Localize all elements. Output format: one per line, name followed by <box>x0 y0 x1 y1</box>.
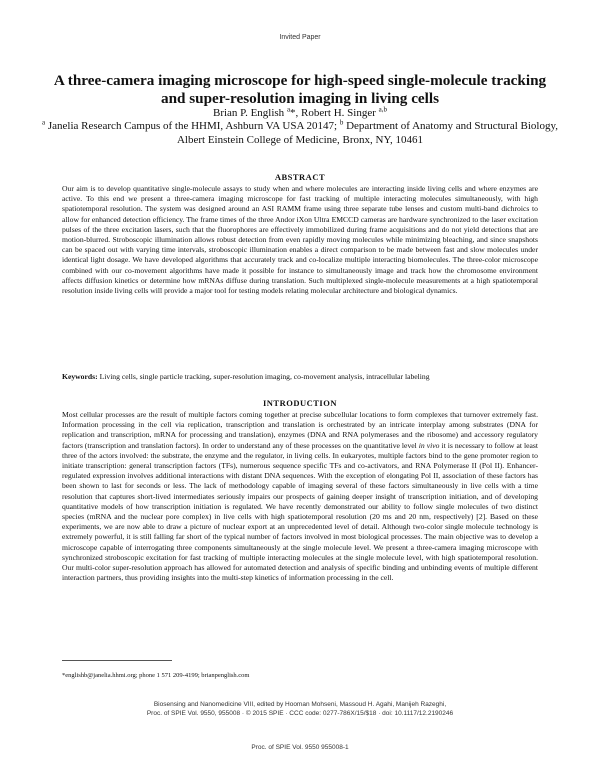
author-name: Brian P. English <box>212 107 285 119</box>
affil-sup: b <box>339 118 344 127</box>
keywords-label: Keywords: <box>62 372 98 381</box>
affiliation-a: Janelia Research Campus of the HHMI, Ashburn VA USA 20147; <box>47 120 338 132</box>
footer-line-2: Proc. of SPIE Vol. 9550, 955008 · © 2015 SPIE · CCC code: 0277-786X/15/$18 · doi: 10.1117/12.2190246 <box>146 710 454 717</box>
affiliation-b: Department of Anatomy and Structural Biology, Albert Einstein College of Medicine, Bronx, NY, 10461 <box>176 120 559 146</box>
author-affil-sup: a <box>286 105 291 114</box>
footer-citation <box>0 700 600 718</box>
footnote: *englishb@janelia.hhmi.org; phone 1 571 209-4199; brianpenglish.com <box>62 672 250 679</box>
affil-sup: a <box>41 118 46 127</box>
abstract-heading: ABSTRACT <box>274 172 326 182</box>
footnote-rule <box>62 660 172 661</box>
page-number: Proc. of SPIE Vol. 9550 955008-1 <box>251 744 349 751</box>
intro-text-part2: it is necessary to follow at least three of the actors involved: the substrate, the enzyme and the regulator, in living cells. In eukaryotes, multiple factors bind to the gene promoter region to initiate transcription: general transcription factors (TFs), numerous sequence specific TFs and co-activators, and RNA Polymerase II (Pol II). Enhancer-regulated expression involves additional interactions with distant DNA sequences. With the exception of elongating Pol II, association of these factors has been shown to last for seconds or less. The lack of methodology capable of imaging several of these factors simultaneously in live cells with a time resolution that captures short-lived intermediates seriously impairs our prospects of gaining deeper insight of transcription initiation, and of developing quantitative models of how transcription initiation is regulated. We have recently demonstrated our ability to follow single molecules of two distinct species (mRNA and the nuclear pore complex) in live cells with high spatiotemporal resolution (20 ms and 20 nm, respectively) [2]. Based on these experiments, we are now able to draw a picture of nuclear export at an unprecedented level of detail. Although two-color single molecule technology is extremely powerful, it is still falling far short of the typical number of factors involved in most biological processes. The main objective was to develop a microscope capable of interrogating three components simultaneously at the single molecule level. We present a three-camera imaging microscope with synchronized stroboscopic excitation for fast tracking of multiple interacting molecules at the single molecule level, with high spatiotemporal resolution. Our multi-color super-resolution approach has allowed for automated detection and analysis of specific binding and unbinding events of multiple different interaction partners, thus providing insights into the multi-step kinetics of information processing in the cell. <box>62 440 538 583</box>
corresponding-mark: * <box>290 107 296 119</box>
author-line: Brian P. English $^a$*, Robert H. Singer $^{a,b}$ <box>212 105 388 119</box>
invited-paper-label: Invited Paper <box>279 34 321 41</box>
intro-text-part1: Most cellular processes are the result of multiple factors coming together at precise subcellular locations to form complexes that turnover extremely fast. Information processing in the cell via replication, transcription and translation is orchestrated by an intricate interplay among substrates (DNA for replication and transcription, mRNA for processing and translation), enzymes (DNA and RNA polymerases and the ribosome) and accessory regulatory factors (transcription and translation factors). In order to understand any of these processes on the quantitative level <box>62 410 538 450</box>
affiliations <box>40 119 560 147</box>
intro-italic: in vivo <box>418 440 440 450</box>
paper-title: A three-camera imaging microscope for high-speed single-molecule tracking and super-resolution imaging in living cells <box>53 72 547 107</box>
abstract-text: Our aim is to develop quantitative single-molecule assays to study when and where molecules are interacting inside living cells and where enzymes are active. To this end we present a three-camera imaging microscope for fast tracking of multiple interacting molecules simultaneously, with high spatiotemporal resolution. The system was designed around an ASI RAMM frame using three separate tube lenses and custom multi-band dichroics to allow for enhanced detection efficiency. The frame times of the three Andor iXon Ultra EMCCD cameras are hardware synchronized to the laser excitation pulses of the three excitation lasers, such that the fluorophores are effectively immobilized during frame acquisitions and do not yield detections that are motion-blurred. Stroboscopic illumination allows robust detection from even rapidly moving molecules while minimizing bleaching, and since snapshots can be spaced out with varying time intervals, stroboscopic illumination enables a direct comparison to be made between fast and slow molecules under identical light dosage. We have developed algorithms that accurately track and co-localize multiple interacting biomolecules. The three-color microscope combined with our co-movement algorithms have made it possible for instance to simultaneously image and track how the chromosome environment affects diffusion kinetics or determine how mRNAs diffuse during translation. Such multiplexed single-molecule measurements at a high spatiotemporal resolution inside living cells will provide a major tool for testing models relating molecular architecture and biological dynamics. <box>62 184 538 296</box>
keywords <box>62 372 538 382</box>
footer-line-1: Biosensing and Nanomedicine VIII, edited by Hooman Mohseni, Massoud H. Agahi, Manijeh Razeghi, <box>153 701 447 708</box>
author-affil-sup: a,b <box>378 105 388 114</box>
introduction-text <box>62 410 538 583</box>
keywords-text: Living cells, single particle tracking, super-resolution imaging, co-movement analysis, intracellular labeling <box>99 372 430 381</box>
author-name: Robert H. Singer <box>301 107 376 119</box>
introduction-heading: INTRODUCTION <box>262 398 337 408</box>
